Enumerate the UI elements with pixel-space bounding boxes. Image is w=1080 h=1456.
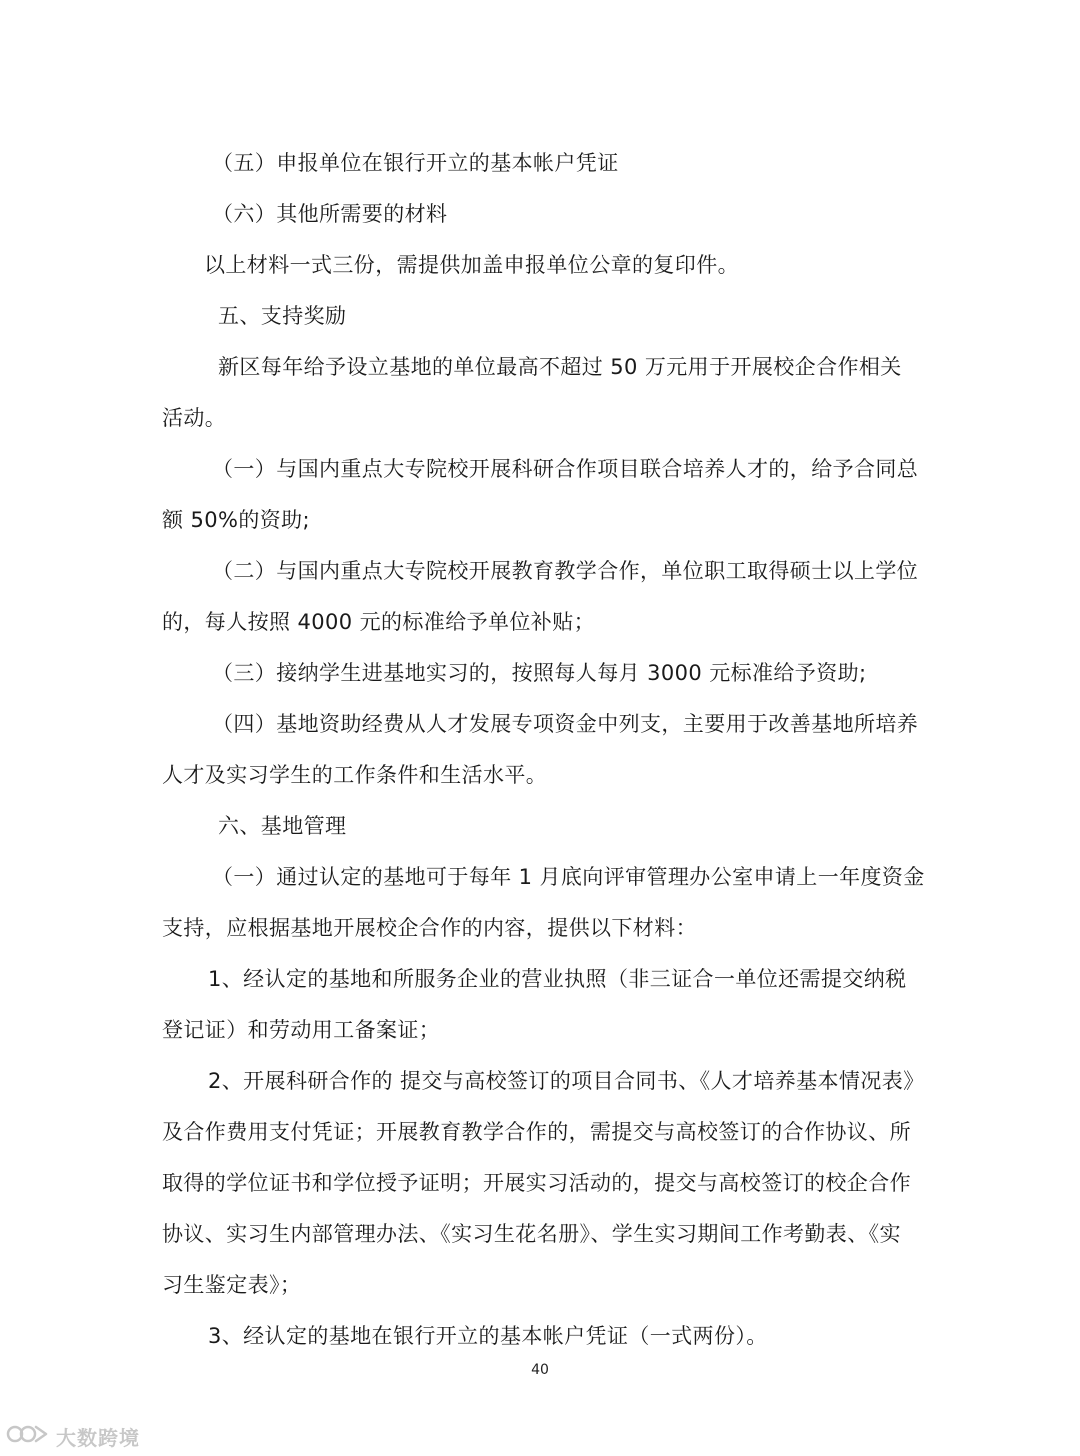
text-line: 取得的学位证书和学位授予证明；开展实习活动的，提交与高校签订的校企合作 [162, 1171, 911, 1195]
text-line: 协议、实习生内部管理办法、《实习生花名册》、学生实习期间工作考勤表、《实 [162, 1222, 901, 1246]
section-heading: 六、基地管理 [218, 814, 347, 838]
text-line: 的，每人按照 4000 元的标准给予单位补贴； [162, 610, 595, 634]
text-line: 3、经认定的基地在银行开立的基本帐户凭证（一式两份）。 [208, 1324, 768, 1348]
section-heading: 五、支持奖励 [218, 304, 347, 328]
text-line: （一）通过认定的基地可于每年 1 月底向评审管理办公室申请上一年度资金 [212, 865, 925, 889]
page-number: 40 [531, 1362, 549, 1378]
text-line: （六）其他所需要的材料 [212, 202, 448, 226]
text-line: 新区每年给予设立基地的单位最高不超过 50 万元用于开展校企合作相关 [218, 355, 902, 379]
text-line: （一）与国内重点大专院校开展科研合作项目联合培养人才的，给予合同总 [212, 457, 919, 481]
text-line: 及合作费用支付凭证；开展教育教学合作的，需提交与高校签订的合作协议、所 [162, 1120, 911, 1144]
text-line: 以上材料一式三份，需提供加盖申报单位公章的复印件。 [204, 253, 739, 277]
text-line: 2、开展科研合作的 提交与高校签订的项目合同书、《人才培养基本情况表》 [208, 1069, 925, 1093]
text-line: 支持，应根据基地开展校企合作的内容，提供以下材料： [162, 916, 697, 940]
text-line: 1、经认定的基地和所服务企业的营业执照（非三证合一单位还需提交纳税 [208, 967, 907, 991]
watermark-text: 大数跨境 [56, 1425, 140, 1450]
watermark [6, 1418, 140, 1454]
watermark-logo-icon [6, 1420, 50, 1452]
text-line: 人才及实习学生的工作条件和生活水平。 [162, 763, 548, 787]
text-line: 习生鉴定表》； [162, 1273, 302, 1297]
text-line: 活动。 [162, 406, 227, 430]
text-line: （五）申报单位在银行开立的基本帐户凭证 [212, 151, 619, 175]
text-line: （二）与国内重点大专院校开展教育教学合作，单位职工取得硕士以上学位 [212, 559, 919, 583]
text-line: （三）接纳学生进基地实习的，按照每人每月 3000 元标准给予资助; [212, 661, 867, 685]
text-line: （四）基地资助经费从人才发展专项资金中列支，主要用于改善基地所培养 [212, 712, 919, 736]
text-line: 登记证）和劳动用工备案证； [162, 1018, 441, 1042]
text-line: 额 50%的资助; [162, 508, 311, 532]
